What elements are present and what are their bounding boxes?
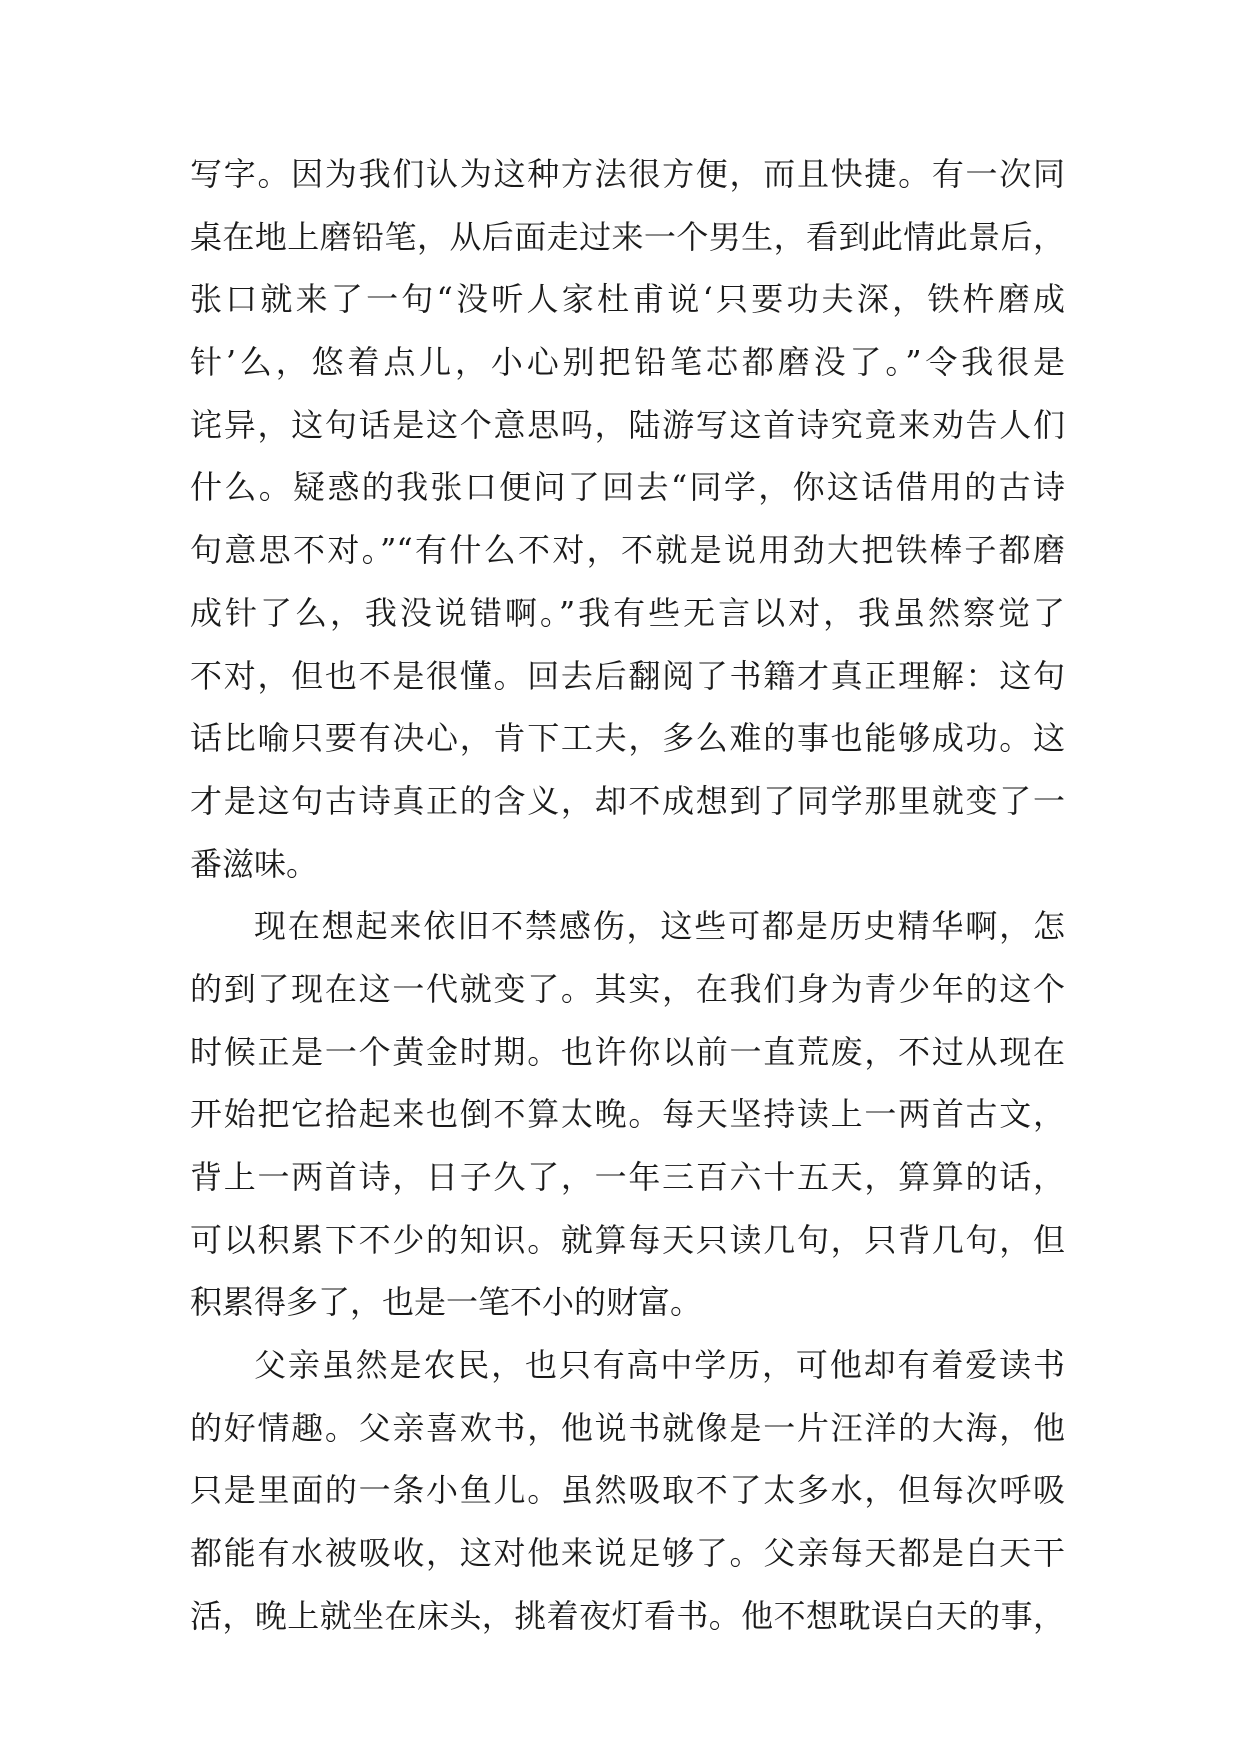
- text-line: 的好情趣。父亲喜欢书，他说书就像是一片汪洋的大海，他: [190, 1408, 1065, 1447]
- paragraph-3: [190, 1334, 1065, 1647]
- text-line: 开始把它拾起来也倒不算太晚。每天坚持读上一两首古文，: [190, 1095, 1065, 1134]
- document-page: [190, 143, 1065, 1648]
- text-line: 成针了么，我没说错啊。”我有些无言以对，我虽然察觉了: [190, 593, 1065, 632]
- paragraph-1: [190, 143, 1065, 895]
- text-line: 才是这句古诗真正的含义，却不成想到了同学那里就变了一: [190, 781, 1065, 820]
- text-line: 背上一两首诗，日子久了，一年三百六十五天，算算的话，: [190, 1158, 1065, 1196]
- text-line: 活，晚上就坐在床头，挑着夜灯看书。他不想耽误白天的事，: [190, 1596, 1065, 1635]
- text-line: 时候正是一个黄金时期。也许你以前一直荒废，不过从现在: [190, 1032, 1065, 1071]
- text-line: 诧异，这句话是这个意思吗，陆游写这首诗究竟来劝告人们: [190, 405, 1065, 444]
- text-line: 桌在地上磨铅笔，从后面走过来一个男生，看到此情此景后，: [190, 217, 1065, 256]
- text-line: 积累得多了，也是一笔不小的财富。: [190, 1283, 703, 1322]
- text-line: 现在想起来依旧不禁感伤，这些可都是历史精华啊，怎: [254, 907, 1065, 946]
- paragraph-2: [190, 895, 1065, 1334]
- text-line: 写字。因为我们认为这种方法很方便，而且快捷。有一次同: [190, 155, 1065, 193]
- text-line: 番滋味。: [190, 844, 319, 883]
- text-line: 针’么，悠着点儿，小心别把铅笔芯都磨没了。”令我很是: [190, 343, 1065, 382]
- text-line: 的到了现在这一代就变了。其实，在我们身为青少年的这个: [190, 969, 1065, 1008]
- text-line: 话比喻只要有决心，肯下工夫，多么难的事也能够成功。这: [190, 719, 1065, 758]
- text-line: 都能有水被吸收，这对他来说足够了。父亲每天都是白天干: [190, 1534, 1065, 1573]
- text-line: 不对，但也不是很懂。回去后翻阅了书籍才真正理解：这句: [190, 656, 1065, 695]
- text-line: 什么。疑惑的我张口便问了回去“同学，你这话借用的古诗: [190, 468, 1065, 507]
- text-line: 父亲虽然是农民，也只有高中学历，可他却有着爱读书: [254, 1346, 1065, 1385]
- text-line: 句意思不对。”“有什么不对，不就是说用劲大把铁棒子都磨: [190, 531, 1065, 570]
- text-line: 只是里面的一条小鱼儿。虽然吸取不了太多水，但每次呼吸: [190, 1471, 1065, 1510]
- text-line: 张口就来了一句“没听人家杜甫说‘只要功夫深，铁杵磨成: [190, 280, 1065, 319]
- text-line: 可以积累下不少的知识。就算每天只读几句，只背几句，但: [190, 1220, 1065, 1259]
